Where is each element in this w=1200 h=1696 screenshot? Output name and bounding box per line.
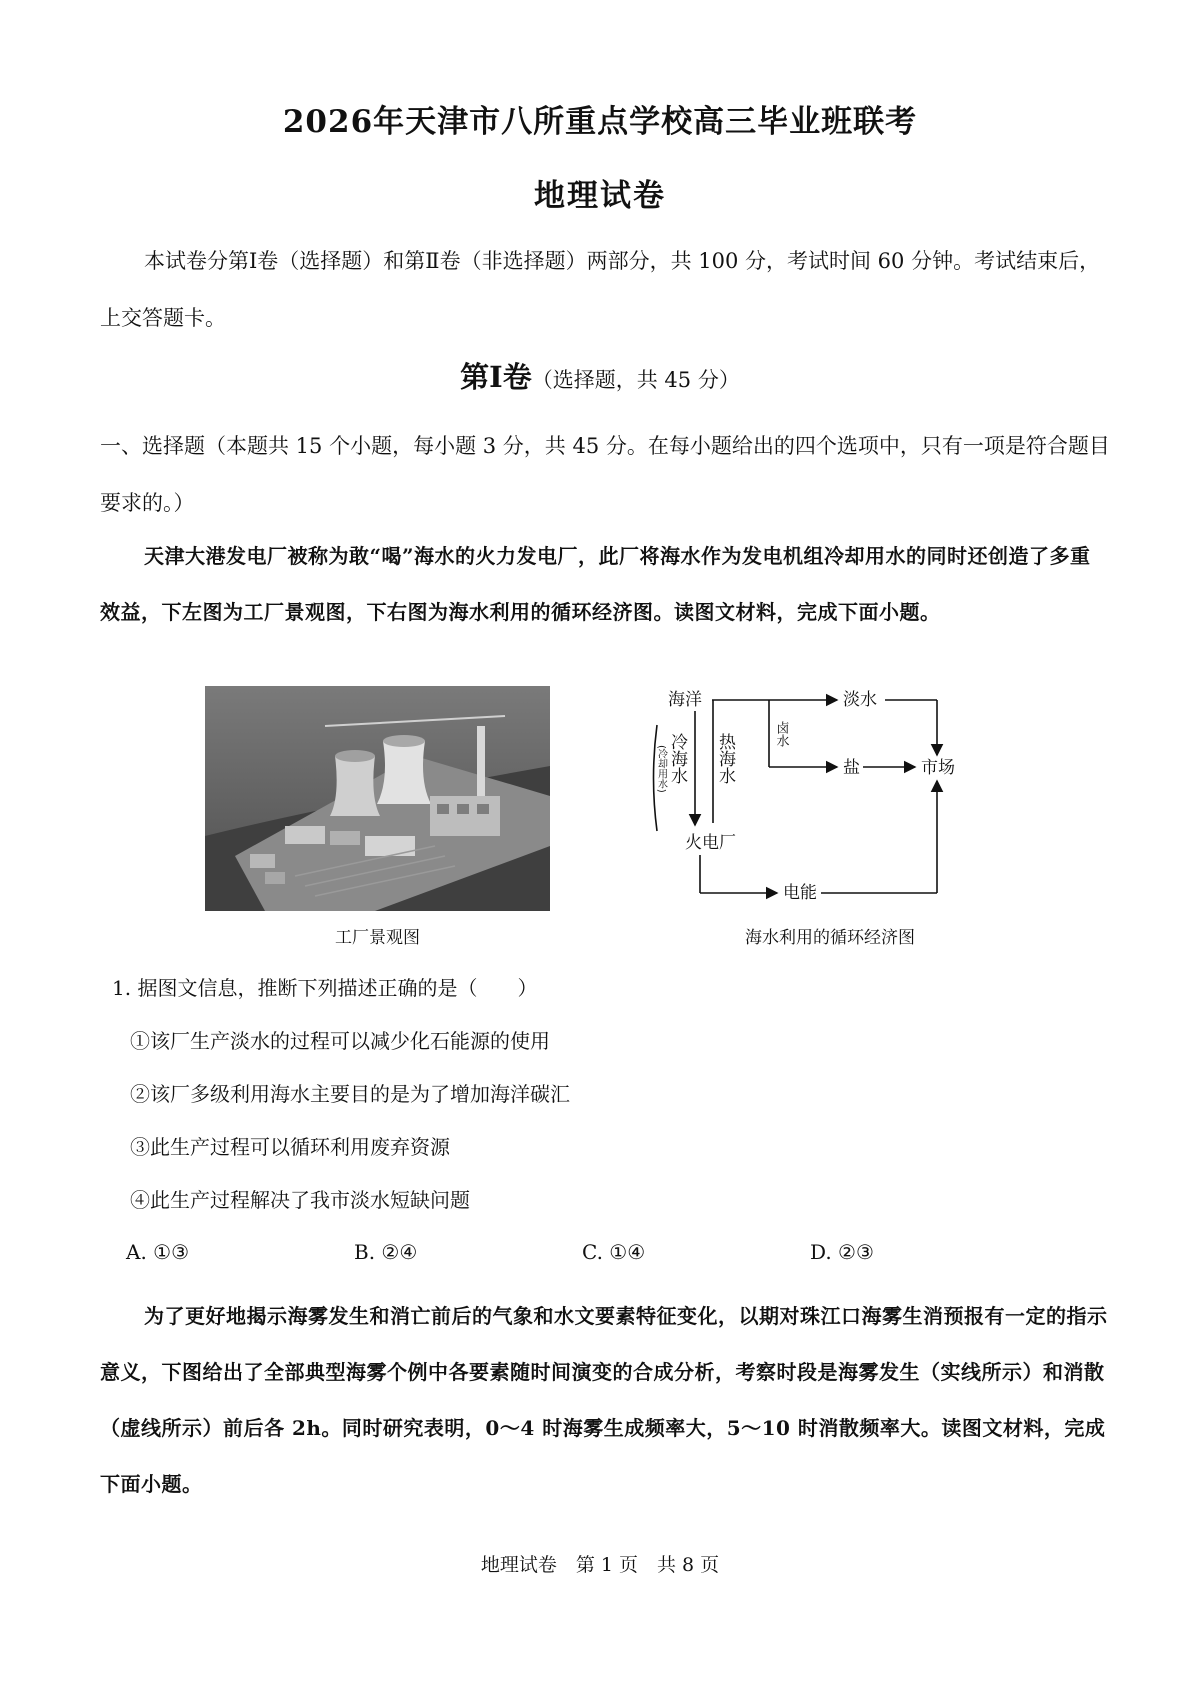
- choice-c: C. ①④: [582, 1240, 646, 1264]
- factory-photo: [205, 686, 550, 911]
- choice-b: B. ②④: [354, 1240, 418, 1264]
- question-1-statement-1: ①该厂生产淡水的过程可以减少化石能源的使用: [130, 1029, 550, 1053]
- material-1: 天津大港发电厂被称为敢“喝”海水的火力发电厂，此厂将海水作为发电机组冷却用水的同时还创造了多重效益，下左图为工厂景观图，下右图为海水利用的循环经济图。读图文材料，完成下面小题。: [100, 544, 1091, 624]
- label-cold-seawater: 冷海水: [667, 733, 687, 784]
- part-one-instructions: 一、选择题（本题共 15 个小题，每小题 3 分，共 45 分。在每小题给出的四个选项中，只有一项是符合题目要求的。）: [100, 434, 1110, 515]
- choice-d: D. ②③: [810, 1240, 874, 1264]
- question-1-stem: 1. 据图文信息，推断下列描述正确的是（ ）: [112, 976, 538, 1000]
- exam-subtitle: 地理试卷: [534, 178, 666, 214]
- factory-illustration: [205, 686, 550, 911]
- factory-photo-caption: 工厂景观图: [335, 928, 420, 948]
- choice-a: A. ①③: [126, 1240, 190, 1264]
- node-power-plant: 火电厂: [685, 833, 736, 853]
- label-brine: 卤水: [773, 721, 789, 747]
- question-1-statement-2: ②该厂多级利用海水主要目的是为了增加海洋碳汇: [130, 1082, 570, 1106]
- material-2: 为了更好地揭示海雾发生和消亡前后的气象和水文要素特征变化，以期对珠江口海雾生消预报有一定的指示意义，下图给出了全部典型海雾个例中各要素随时间演变的合成分析，考察时段是海雾发生（实线所示）和消散（虚线所示）前后各 2h。同时研究表明，0～4 时海雾生成频率大，5～10 时消散频率大。读图文材料，完成下面小题。: [100, 1304, 1108, 1496]
- label-hot-seawater: 热海水: [715, 733, 735, 784]
- section-heading: [0, 355, 1200, 396]
- section-note: （选择题，共 45 分）: [531, 368, 740, 392]
- section-title: 第Ⅰ卷: [460, 360, 532, 394]
- seawater-cycle-diagram: [645, 683, 955, 928]
- node-ocean: 海洋: [668, 690, 702, 710]
- exam-title: 2026年天津市八所重点学校高三毕业班联考: [282, 104, 918, 140]
- question-1-statement-4: ④此生产过程解决了我市淡水短缺问题: [130, 1188, 470, 1212]
- cooling-water-note: (冷却用水): [655, 745, 667, 793]
- node-market: 市场: [921, 758, 955, 778]
- node-salt: 盐: [843, 758, 860, 778]
- node-fresh-water: 淡水: [843, 690, 877, 710]
- diagram-caption: 海水利用的循环经济图: [745, 928, 915, 948]
- node-electricity: 电能: [783, 883, 817, 903]
- page-footer: 地理试卷 第 1 页 共 8 页: [480, 1554, 720, 1576]
- exam-instructions: 本试卷分第Ⅰ卷（选择题）和第Ⅱ卷（非选择题）两部分，共 100 分，考试时间 60 分钟。考试结束后，上交答题卡。: [100, 249, 1101, 330]
- question-1-statement-3: ③此生产过程可以循环利用废弃资源: [130, 1135, 450, 1159]
